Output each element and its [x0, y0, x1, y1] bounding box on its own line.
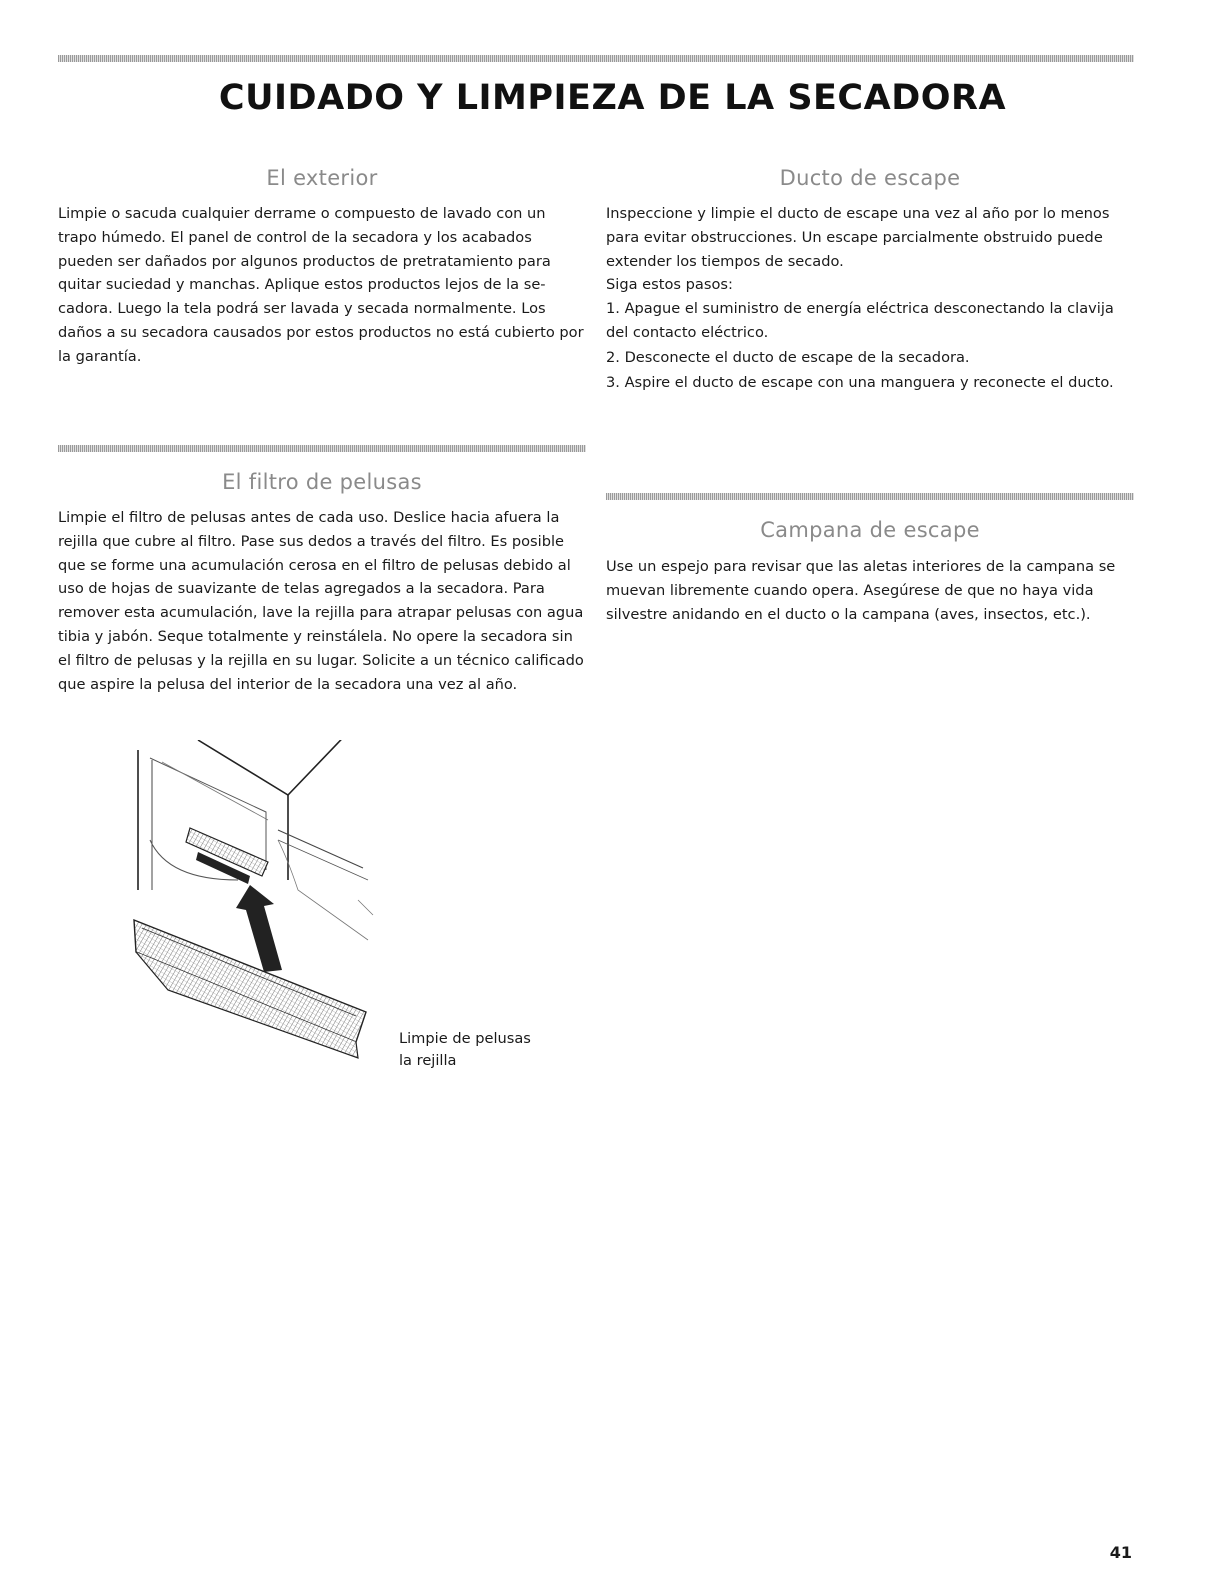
ducto-step: 1. Apague el suministro de energía eléctrica desconectando la clavija del contacto eléctrico. — [606, 300, 1114, 341]
section-heading-exterior: El exterior — [266, 166, 378, 190]
section-heading-filtro: El filtro de pelusas — [222, 470, 422, 494]
ducto-intro: Inspeccione y limpie el ducto de escape una vez al año por lo menos para evitar obstrucciones. Un escape parcialmente obstruido puede extender los tiempos de secado. — [606, 205, 1110, 270]
page-number: 41 — [1109, 1543, 1132, 1562]
top-divider — [58, 55, 1134, 62]
section-heading-ducto: Ducto de escape — [779, 166, 961, 190]
illustration-caption — [399, 1028, 531, 1072]
campana-divider — [606, 493, 1134, 500]
caption-line-2: la rejilla — [399, 1052, 457, 1069]
caption-line-1: Limpie de pelusas — [399, 1030, 531, 1047]
page-title: CUIDADO Y LIMPIEZA DE LA SECADORA — [218, 78, 1007, 118]
lint-screen-illustration — [128, 740, 388, 1090]
campana-text: Use un espejo para revisar que las aletas interiores de la campana se muevan libremente cuando opera. Asegúrese de que no haya vida silvestre anidando en el ducto o la campana (aves, insectos, etc.). — [606, 558, 1116, 623]
exterior-paragraph — [58, 202, 586, 369]
filtro-text: Limpie el filtro de pelusas antes de cada uso. Deslice hacia afuera la rejilla que cubre al filtro. Pase sus dedos a través del filtro. Es posible que se forme una acumulación cerosa en el filtro de pelusas debido al uso de hojas de suavizante de telas agregados a la secadora. Para remover esta acumulación, lave la rejilla para atrapar pelusas con agua tibia y jabón. Seque totalmente y reinstálela. No opere la secadora sin el filtro de pelusas y la rejilla en su lugar. Solicite a un técnico calificado que aspire la pelusa del interior de la secadora una vez al año. — [58, 509, 584, 693]
filtro-paragraph — [58, 506, 586, 696]
ducto-step: 2. Desconecte el ducto de escape de la secadora. — [606, 348, 970, 366]
ducto-paragraph — [606, 202, 1134, 395]
ducto-steps-list — [606, 297, 1134, 394]
campana-paragraph — [606, 555, 1134, 626]
exterior-text: Limpie o sacuda cualquier derrame o compuesto de lavado con un trapo húmedo. El panel de control de la secadora y los acabados pueden ser dañados por algunos productos de pretratamiento para quitar suciedad y manchas. Aplique estos productos lejos de la secadora. Luego la tela podrá ser lavada y secada normalmente. Los daños a su secadora causados por estos productos no está cubierto por la garantía. — [58, 205, 584, 365]
ducto-steps-label: Siga estos pasos: — [606, 276, 733, 294]
section-heading-campana: Campana de escape — [760, 518, 980, 542]
ducto-step: 3. Aspire el ducto de escape con una manguera y reconecte el ducto. — [606, 373, 1114, 391]
filtro-divider — [58, 445, 586, 452]
